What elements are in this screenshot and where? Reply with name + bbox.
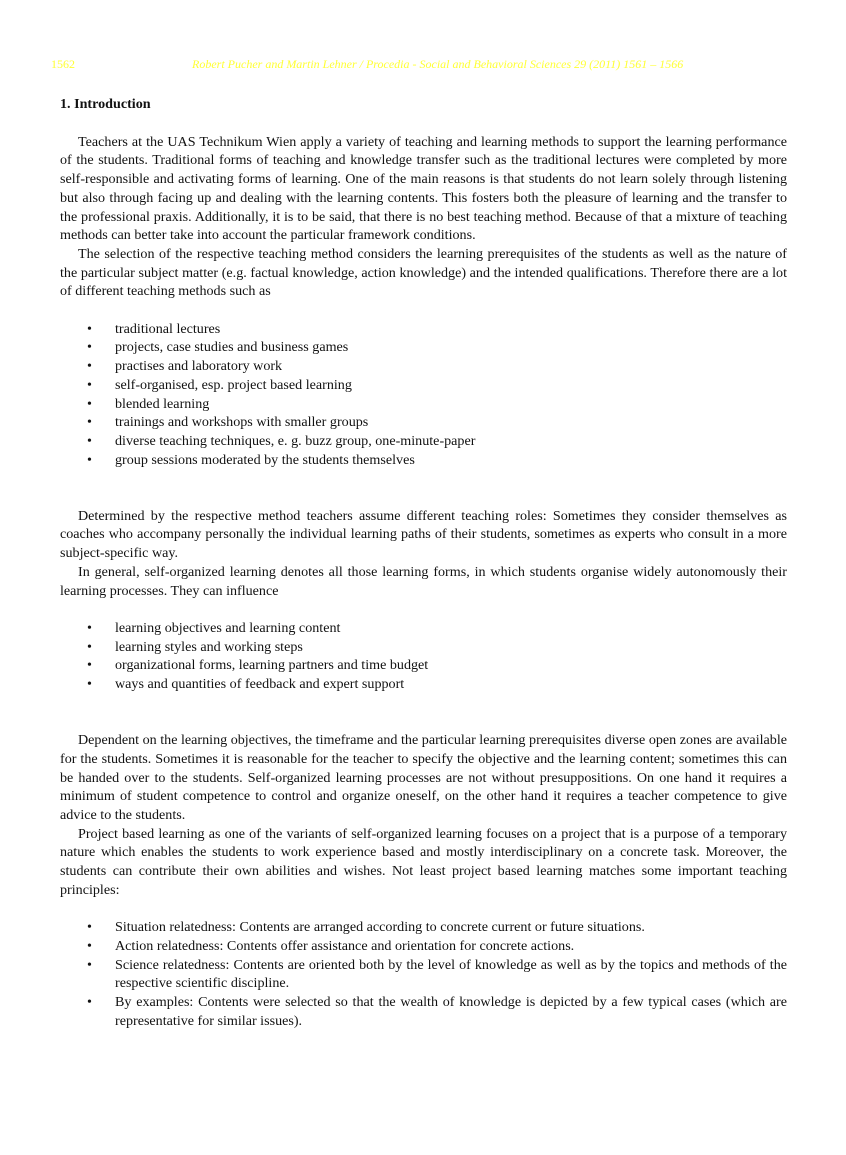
list-item-text: Action relatedness: Contents offer assistance and orientation for concrete actions. xyxy=(115,937,575,954)
spacer xyxy=(60,301,787,320)
list-item-text: learning styles and working steps xyxy=(115,638,303,655)
list-item xyxy=(60,619,787,638)
list-item xyxy=(60,451,787,470)
bullet-icon: • xyxy=(87,676,92,693)
journal-citation: Robert Pucher and Martin Lehner / Procedia - Social and Behavioral Sciences 29 (2011) 1561 – 1566 xyxy=(192,57,684,71)
teaching-principles-list xyxy=(60,918,787,1030)
bullet-icon: • xyxy=(87,657,92,674)
list-item xyxy=(60,993,787,1030)
list-item-text: organizational forms, learning partners and time budget xyxy=(115,657,429,674)
bullet-icon: • xyxy=(87,376,92,393)
list-item-text: projects, case studies and business games xyxy=(115,339,349,356)
paragraph-intro: Teachers at the UAS Technikum Wien apply a variety of teaching and learning methods to support the learning performance of the students. Traditional forms of teaching and knowledge transfer such as the traditional lectures were completed by more self-responsible and activating forms of learning. One of the main reasons is that students do not learn solely through listening but also through facing up and dealing with the learning contents. This fosters both the pleasure of learning and the transfer to the professional praxis. Additionally, it is to be said, that there is no best teaching method. Because of that a mixture of teaching methods can better take into account the particular framework conditions. xyxy=(60,133,787,244)
bullet-icon: • xyxy=(87,339,92,356)
bullet-icon: • xyxy=(87,919,92,936)
list-item-text: By examples: Contents were selected so that the wealth of knowledge is depicted by a few typical cases (which are representative for similar issues). xyxy=(115,993,787,1029)
list-item xyxy=(60,395,787,414)
list-item-text: trainings and workshops with smaller groups xyxy=(115,414,369,431)
list-item xyxy=(60,656,787,675)
paragraph-teaching-roles: Determined by the respective method teachers assume different teaching roles: Sometimes they consider themselves as coaches who accompany personally the individual learning paths of their students, sometimes as experts who consult in a more subject-specific way. xyxy=(60,507,787,562)
bullet-icon: • xyxy=(87,320,92,337)
list-item-text: blended learning xyxy=(115,395,210,412)
bullet-icon: • xyxy=(87,451,92,468)
influence-areas-list xyxy=(60,619,787,694)
list-item xyxy=(60,432,787,451)
article-body xyxy=(60,95,787,1030)
bullet-icon: • xyxy=(87,414,92,431)
bullet-icon: • xyxy=(87,395,92,412)
list-item-text: self-organised, esp. project based learning xyxy=(115,376,352,393)
list-item-text: traditional lectures xyxy=(115,320,221,337)
bullet-icon: • xyxy=(87,993,92,1010)
bullet-icon: • xyxy=(87,956,92,973)
page-number: 1562 xyxy=(51,57,75,71)
list-item xyxy=(60,338,787,357)
paragraph-method-selection: The selection of the respective teaching method considers the learning prerequisites of the students as well as the nature of the particular subject matter (e.g. factual knowledge, action knowledge) and the intended qualifications. Therefore there are a lot of different teaching methods such as xyxy=(60,245,787,300)
bullet-icon: • xyxy=(87,937,92,954)
spacer xyxy=(60,600,787,619)
list-item xyxy=(60,638,787,657)
list-item-text: Situation relatedness: Contents are arranged according to concrete current or future situations. xyxy=(115,919,645,936)
section-heading: 1. Introduction xyxy=(60,96,151,112)
list-item-text: group sessions moderated by the students themselves xyxy=(115,451,415,468)
list-item-text: diverse teaching techniques, e. g. buzz group, one-minute-paper xyxy=(115,432,476,449)
paragraph-open-zones: Dependent on the learning objectives, the timeframe and the particular learning prerequisites diverse open zones are available for the students. Sometimes it is reasonable for the teacher to specify the objective and the learning content; sometimes this can be handed over to the students. Self-organized learning processes are not without presuppositions. On one hand it requires a minimum of student competence to control and organize oneself, on the other hand it requires a teacher competence to give advice to the students. xyxy=(60,732,787,823)
list-item xyxy=(60,357,787,376)
list-item xyxy=(60,937,787,956)
bullet-icon: • xyxy=(87,358,92,375)
spacer xyxy=(60,469,787,506)
spacer xyxy=(60,694,787,731)
list-item xyxy=(60,320,787,339)
list-item-text: ways and quantities of feedback and expert support xyxy=(115,676,405,693)
list-item xyxy=(60,918,787,937)
bullet-icon: • xyxy=(87,432,92,449)
list-item-text: practises and laboratory work xyxy=(115,358,283,375)
list-item xyxy=(60,376,787,395)
paragraph-self-organized: In general, self-organized learning denotes all those learning forms, in which students organise widely autonomously their learning processes. They can influence xyxy=(60,563,787,599)
bullet-icon: • xyxy=(87,619,92,636)
list-item xyxy=(60,956,787,993)
bullet-icon: • xyxy=(87,638,92,655)
list-item xyxy=(60,675,787,694)
list-item-text: learning objectives and learning content xyxy=(115,619,341,636)
spacer xyxy=(60,899,787,918)
teaching-methods-list xyxy=(60,320,787,470)
paragraph-project-based: Project based learning as one of the variants of self-organized learning focuses on a project that is a purpose of a temporary nature which enables the students to work experience based and mostly interdisciplinary on a concrete task. Moreover, the students can contribute their own abilities and wishes. Not least project based learning matches some important teaching principles: xyxy=(60,825,787,898)
list-item-text: Science relatedness: Contents are oriented both by the level of knowledge as well as by the topics and methods of the respective scientific discipline. xyxy=(115,956,787,992)
list-item xyxy=(60,413,787,432)
running-header xyxy=(0,57,846,73)
